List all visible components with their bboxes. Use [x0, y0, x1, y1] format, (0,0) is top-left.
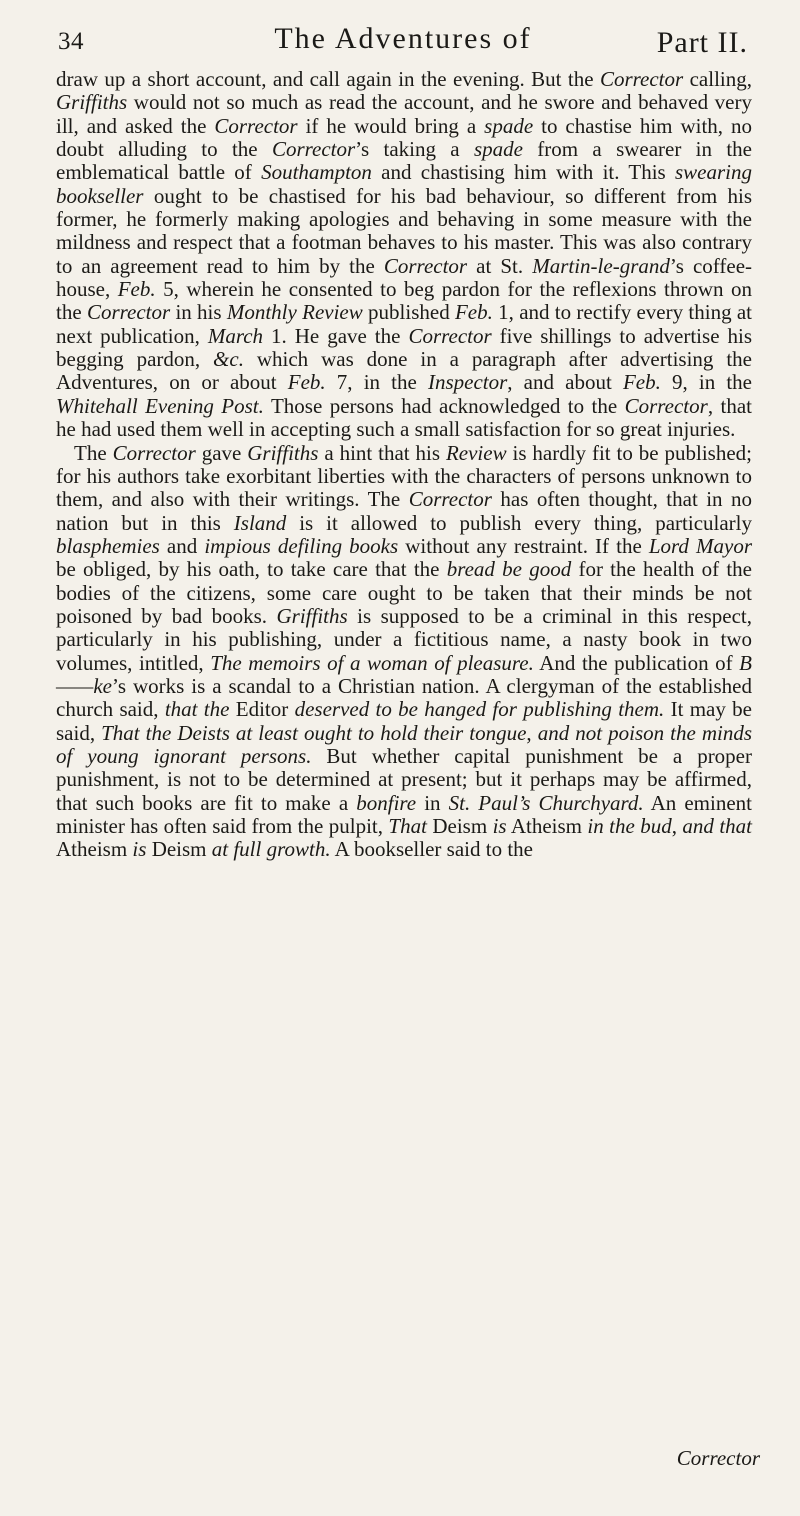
text-run: ’s taking a [355, 137, 474, 162]
italic-text-run: St. Paul’s Churchyard. [448, 790, 644, 815]
text-run: is hardly fit to be published; for his authors take exorbitant liberties with the characters of persons unknown to them, and also with their writings. The [56, 440, 752, 512]
text-run: Atheism [56, 837, 133, 862]
italic-text-run: Griffiths [247, 440, 319, 465]
text-run: , that he had used them well in accepting such a small satisfaction for so great injuries. [56, 393, 752, 442]
text-run: ’s works is a scandal to a Christian nation. A clergyman of the established church said, [56, 673, 752, 722]
text-run: is supposed to be a criminal in this respect, particularly in his publishing, under a fictitious name, a nasty book in two volumes, intitled, [56, 603, 752, 675]
text-run: in [416, 790, 449, 815]
italic-text-run: Inspector [427, 370, 508, 395]
italic-text-run: and that [682, 814, 753, 838]
italic-text-run: That [388, 814, 427, 838]
italic-text-run: Griffiths [56, 90, 128, 115]
italic-text-run: and not poison the minds of young ignorant persons. [56, 720, 753, 768]
italic-text-run: is [492, 814, 507, 838]
italic-text-run: Corrector [112, 440, 196, 465]
text-run: draw up a short account, and call again in the evening. But the [56, 67, 600, 91]
text-run: 5, wherein he consented to beg pardon for the reflexions thrown on the [56, 277, 752, 325]
part-label: Part II. [656, 26, 748, 59]
italic-text-run: Lord Mayor [648, 533, 753, 558]
italic-text-run: B——ke [56, 650, 752, 698]
italic-text-run: Review [445, 440, 507, 465]
italic-text-run: Southampton [261, 160, 372, 185]
paragraph [56, 68, 752, 442]
text-run: Deism [146, 837, 212, 862]
text-run: Deism [426, 814, 493, 838]
text-run: It may be said, [56, 697, 753, 745]
running-head: The Adventures of [274, 22, 532, 55]
page-header [58, 22, 748, 62]
text-run: calling, [683, 67, 752, 91]
text-run: is it allowed to publish every thing, particularly [286, 510, 753, 535]
text-run: be obliged, by his oath, to take care that the [56, 557, 447, 582]
italic-text-run: spade [484, 113, 534, 138]
italic-text-run: swearing bookseller [56, 160, 752, 208]
italic-text-run: Corrector [599, 67, 684, 91]
text-run: , and about [507, 370, 623, 395]
text-run: 7, in the [325, 370, 428, 395]
text-run: from a swearer in the emblematical battle of [56, 137, 752, 185]
catchword: Corrector [676, 1446, 760, 1470]
body-text [56, 68, 752, 862]
italic-text-run: Feb. [287, 370, 326, 395]
italic-text-run: Corrector [271, 137, 356, 162]
text-run: for the health of the bodies of the citizens, some care ought to be taken that their minds be not poisoned by bad books. [56, 557, 752, 628]
text-run: gave [195, 440, 248, 465]
text-run: and [159, 533, 205, 558]
italic-text-run: spade [473, 137, 523, 162]
italic-text-run: That the Deists at least ought to hold their tongue [101, 720, 527, 745]
text-run: which was done in a paragraph after advertising the Adventures, on or about [56, 347, 752, 395]
italic-text-run: Feb. [622, 370, 661, 395]
text-run: at St. [467, 253, 533, 278]
italic-text-run: deserved to be hanged for publishing them. [294, 697, 665, 722]
italic-text-run: Monthly Review [226, 300, 363, 325]
italic-text-run: The memoirs of a woman of pleasure. [210, 650, 534, 675]
text-run: Editor [229, 697, 295, 722]
italic-text-run: Whitehall Evening Post. [56, 393, 264, 418]
italic-text-run: Corrector [383, 253, 468, 278]
text-run: A bookseller said to the [330, 837, 533, 862]
italic-text-run: Corrector [214, 113, 298, 138]
text-run: And the publication of [533, 650, 740, 675]
text-run: , [526, 720, 538, 745]
italic-text-run: Corrector [86, 300, 171, 325]
text-run: , [671, 814, 683, 838]
text-run: a hint that his [318, 440, 446, 465]
text-run: 1. He gave the [263, 323, 409, 348]
page-number: 34 [58, 28, 84, 55]
italic-text-run: at full growth. [211, 837, 331, 862]
italic-text-run: bread be good [446, 557, 572, 582]
italic-text-run: March [207, 323, 264, 348]
italic-text-run: Griffiths [276, 603, 348, 628]
text-run: Those persons had acknowledged to the [263, 393, 625, 418]
text-run: five shillings to advertise his begging pardon, [56, 323, 752, 372]
text-run: The [74, 440, 113, 465]
italic-text-run: Martin-le-grand [532, 253, 670, 278]
italic-text-run: Corrector [408, 487, 492, 512]
text-run: has often thought, that in no nation but in this [56, 487, 753, 535]
text-run: But whether capital punishment be a proper punishment, is not to be determined at present; but it perhaps may be affirmed, that such books are fit to make a [56, 743, 753, 815]
text-run: 9, in the [660, 370, 752, 395]
text-run: 1, and to rectify every thing at next publication, [56, 300, 752, 348]
text-run: ought to be chastised for his bad behaviour, so different from his former, he formerly making apologies and behaving in some measure with the mildness and respect that a footman behaves to his master. This was also contrary to an agreement read to him by the [56, 183, 752, 278]
italic-text-run: Feb. [117, 277, 156, 302]
italic-text-run: bonfire [356, 790, 417, 815]
italic-text-run: &c. [213, 347, 244, 372]
italic-text-run: blasphemies [56, 533, 160, 558]
paragraph [56, 442, 752, 862]
text-run: Atheism [506, 814, 588, 838]
italic-text-run: Island [233, 510, 287, 535]
italic-text-run: Corrector [408, 323, 492, 348]
text-run: in his [170, 300, 227, 325]
text-run: published [362, 300, 455, 325]
text-run: and chastising him with it. This [371, 160, 675, 185]
italic-text-run: is [132, 837, 147, 862]
text-run: ’s coffee-house, [56, 253, 753, 302]
text-run: to chastise him with, no doubt alluding to the [56, 113, 753, 162]
italic-text-run: Corrector [624, 393, 708, 418]
italic-text-run: that the [164, 697, 230, 722]
text-run: An eminent minister has often said from the pulpit, [56, 790, 753, 838]
italic-text-run: impious defiling books [204, 533, 399, 558]
italic-text-run: Feb. [454, 300, 493, 325]
text-run: if he would bring a [297, 113, 485, 138]
text-run: without any restraint. If the [398, 533, 649, 558]
text-run: would not so much as read the account, and he swore and behaved very ill, and asked the [56, 90, 752, 138]
italic-text-run: in the bud [587, 814, 672, 838]
